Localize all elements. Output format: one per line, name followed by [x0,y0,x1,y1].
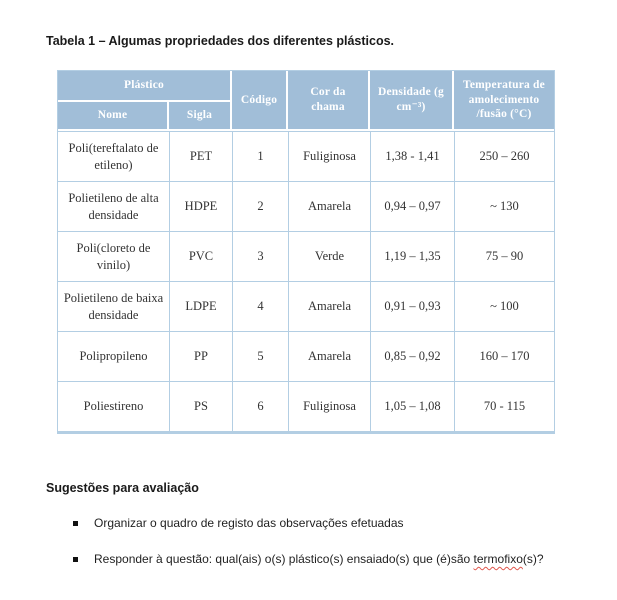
cell-sigla: HDPE [169,181,232,231]
cell-temperatura: ~ 130 [454,181,554,231]
table-body [58,131,554,431]
cell-nome: Poli(cloreto de vinilo) [58,231,169,281]
cell-nome: Poli(tereftalato de etileno) [58,131,169,181]
header-row-1 [58,71,554,102]
cell-sigla: PP [169,331,232,381]
col-header-codigo: Código [232,71,288,131]
cell-densidade: 0,94 – 0,97 [370,181,454,231]
cell-codigo: 1 [232,131,288,181]
bullet-text [94,552,544,566]
suggestions-heading: Sugestões para avaliação [46,481,199,495]
cell-temperatura: 250 – 260 [454,131,554,181]
cell-densidade: 1,19 – 1,35 [370,231,454,281]
bullet-text-prefix: Responder à questão: qual(ais) o(s) plástico(s) ensaiado(s) que (é)são [94,552,474,566]
cell-codigo: 4 [232,281,288,331]
table [58,71,554,431]
plastics-properties-table [57,70,555,434]
cell-sigla: PVC [169,231,232,281]
cell-cor-da-chama: Fuliginosa [288,381,370,431]
bullet-item-2 [73,552,544,566]
cell-densidade: 0,85 – 0,92 [370,331,454,381]
table-row [58,181,554,231]
table-row [58,231,554,281]
cell-temperatura: ~ 100 [454,281,554,331]
cell-sigla: LDPE [169,281,232,331]
table-row [58,281,554,331]
cell-cor-da-chama: Verde [288,231,370,281]
bullet-square-icon [73,557,78,562]
bullet-text-suffix: (s)? [522,552,544,566]
table-caption: Tabela 1 – Algumas propriedades dos diferentes plásticos. [46,34,395,48]
cell-codigo: 3 [232,231,288,281]
table-row [58,331,554,381]
cell-nome: Poliestireno [58,381,169,431]
cell-sigla: PET [169,131,232,181]
col-header-plastico: Plástico [58,71,232,102]
cell-cor-da-chama: Amarela [288,281,370,331]
cell-temperatura: 70 - 115 [454,381,554,431]
cell-sigla: PS [169,381,232,431]
cell-cor-da-chama: Amarela [288,331,370,381]
cell-densidade: 0,91 – 0,93 [370,281,454,331]
cell-codigo: 2 [232,181,288,231]
spellcheck-flagged-word: termofixo [473,552,523,566]
cell-cor-da-chama: Amarela [288,181,370,231]
col-header-cor-da-chama: Cor da chama [288,71,370,131]
cell-temperatura: 160 – 170 [454,331,554,381]
col-header-densidade: Densidade (g cm⁻³) [370,71,454,131]
cell-nome: Polipropileno [58,331,169,381]
cell-densidade: 1,38 - 1,41 [370,131,454,181]
cell-codigo: 5 [232,331,288,381]
table-header [58,71,554,131]
cell-cor-da-chama: Fuliginosa [288,131,370,181]
cell-temperatura: 75 – 90 [454,231,554,281]
bullet-text: Organizar o quadro de registo das observações efetuadas [94,516,404,530]
bullet-item-1 [73,516,404,530]
col-header-temperatura: Temperatura de amolecimento /fusão (°C) [454,71,554,131]
table-row [58,131,554,181]
cell-codigo: 6 [232,381,288,431]
bullet-square-icon [73,521,78,526]
cell-nome: Polietileno de baixa densidade [58,281,169,331]
col-header-sigla: Sigla [169,102,232,131]
cell-nome: Polietileno de alta densidade [58,181,169,231]
cell-densidade: 1,05 – 1,08 [370,381,454,431]
table-row [58,381,554,431]
col-header-nome: Nome [58,102,169,131]
